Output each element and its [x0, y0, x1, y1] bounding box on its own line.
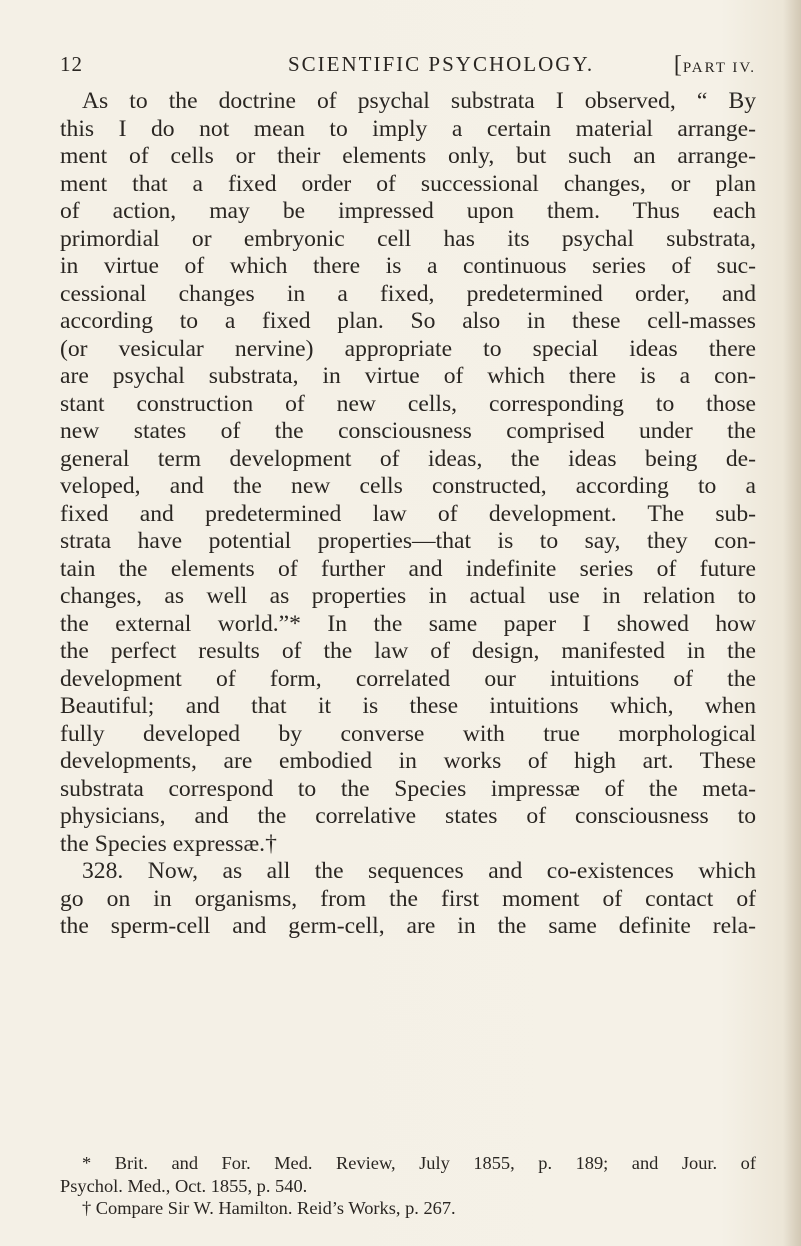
body-text: [60, 88, 756, 941]
body-line: developments, are embodied in works of high art. These: [60, 748, 756, 774]
body-line: according to a fixed plan. So also in these cell-masses: [60, 308, 756, 334]
body-line: strata have potential properties—that is to say, they con-: [60, 528, 756, 554]
body-line: go on in organisms, from the first moment of contact of: [60, 885, 756, 912]
body-line: changes, as well as properties in actual use in relation to: [60, 583, 756, 609]
running-header: [60, 52, 756, 82]
body-line: ment of cells or their elements only, but such an arrange-: [60, 143, 756, 169]
body-line: tain the elements of further and indefinite series of future: [60, 555, 756, 582]
body-line: the perfect results of the law of design, manifested in the: [60, 638, 756, 664]
body-line: Beautiful; and that it is these intuitions which, when: [60, 693, 756, 719]
body-line: ment that a fixed order of successional changes, or plan: [60, 170, 756, 197]
footnotes: [60, 1152, 756, 1220]
footnote-dagger: † Compare Sir W. Hamilton. Reid’s Works, p. 267.: [82, 1198, 456, 1218]
section-328-line: 328. Now, as all the sequences and co-existences which: [82, 858, 756, 884]
body-line: the external world.”* In the same paper I showed how: [60, 610, 756, 637]
body-line: of action, may be impressed upon them. Thus each: [60, 198, 756, 224]
page-edge-shadow: [783, 0, 801, 1246]
body-line: stant construction of new cells, corresponding to those: [60, 390, 756, 417]
part-label-text: PART IV.: [682, 60, 756, 76]
body-line: this I do not mean to imply a certain material arrange-: [60, 115, 756, 142]
body-line: development of form, correlated our intuitions of the: [60, 665, 756, 692]
footnote-star: * Brit. and For. Med. Review, July 1855, p. 189; and Jour. of: [82, 1153, 756, 1173]
body-line: physicians, and the correlative states of consciousness to: [60, 803, 756, 829]
page-number: 12: [60, 52, 83, 76]
part-label: [PART IV.: [673, 52, 756, 78]
body-line: the Species expressæ.†: [60, 830, 277, 857]
body-line: primordial or embryonic cell has its psychal substrata,: [60, 225, 756, 252]
body-line: substrata correspond to the Species impressæ of the meta-: [60, 775, 756, 802]
footnote-star-cont: Psychol. Med., Oct. 1855, p. 540.: [60, 1175, 308, 1196]
body-line: in virtue of which there is a continuous series of suc-: [60, 253, 756, 279]
running-title: SCIENTIFIC PSYCHOLOGY.: [288, 52, 595, 76]
body-line: As to the doctrine of psychal substrata I observed, “ By: [82, 88, 756, 114]
body-line: veloped, and the new cells constructed, according to a: [60, 473, 756, 499]
body-line: general term development of ideas, the ideas being de-: [60, 445, 756, 472]
body-line: are psychal substrata, in virtue of which there is a con-: [60, 363, 756, 389]
body-line: new states of the consciousness comprised under the: [60, 418, 756, 444]
body-line: (or vesicular nervine) appropriate to special ideas there: [60, 335, 756, 362]
body-line: fixed and predetermined law of development. The sub-: [60, 500, 756, 527]
body-line: fully developed by converse with true morphological: [60, 720, 756, 747]
body-line: the sperm-cell and germ-cell, are in the same definite rela-: [60, 913, 756, 939]
body-line: cessional changes in a fixed, predetermined order, and: [60, 280, 756, 307]
